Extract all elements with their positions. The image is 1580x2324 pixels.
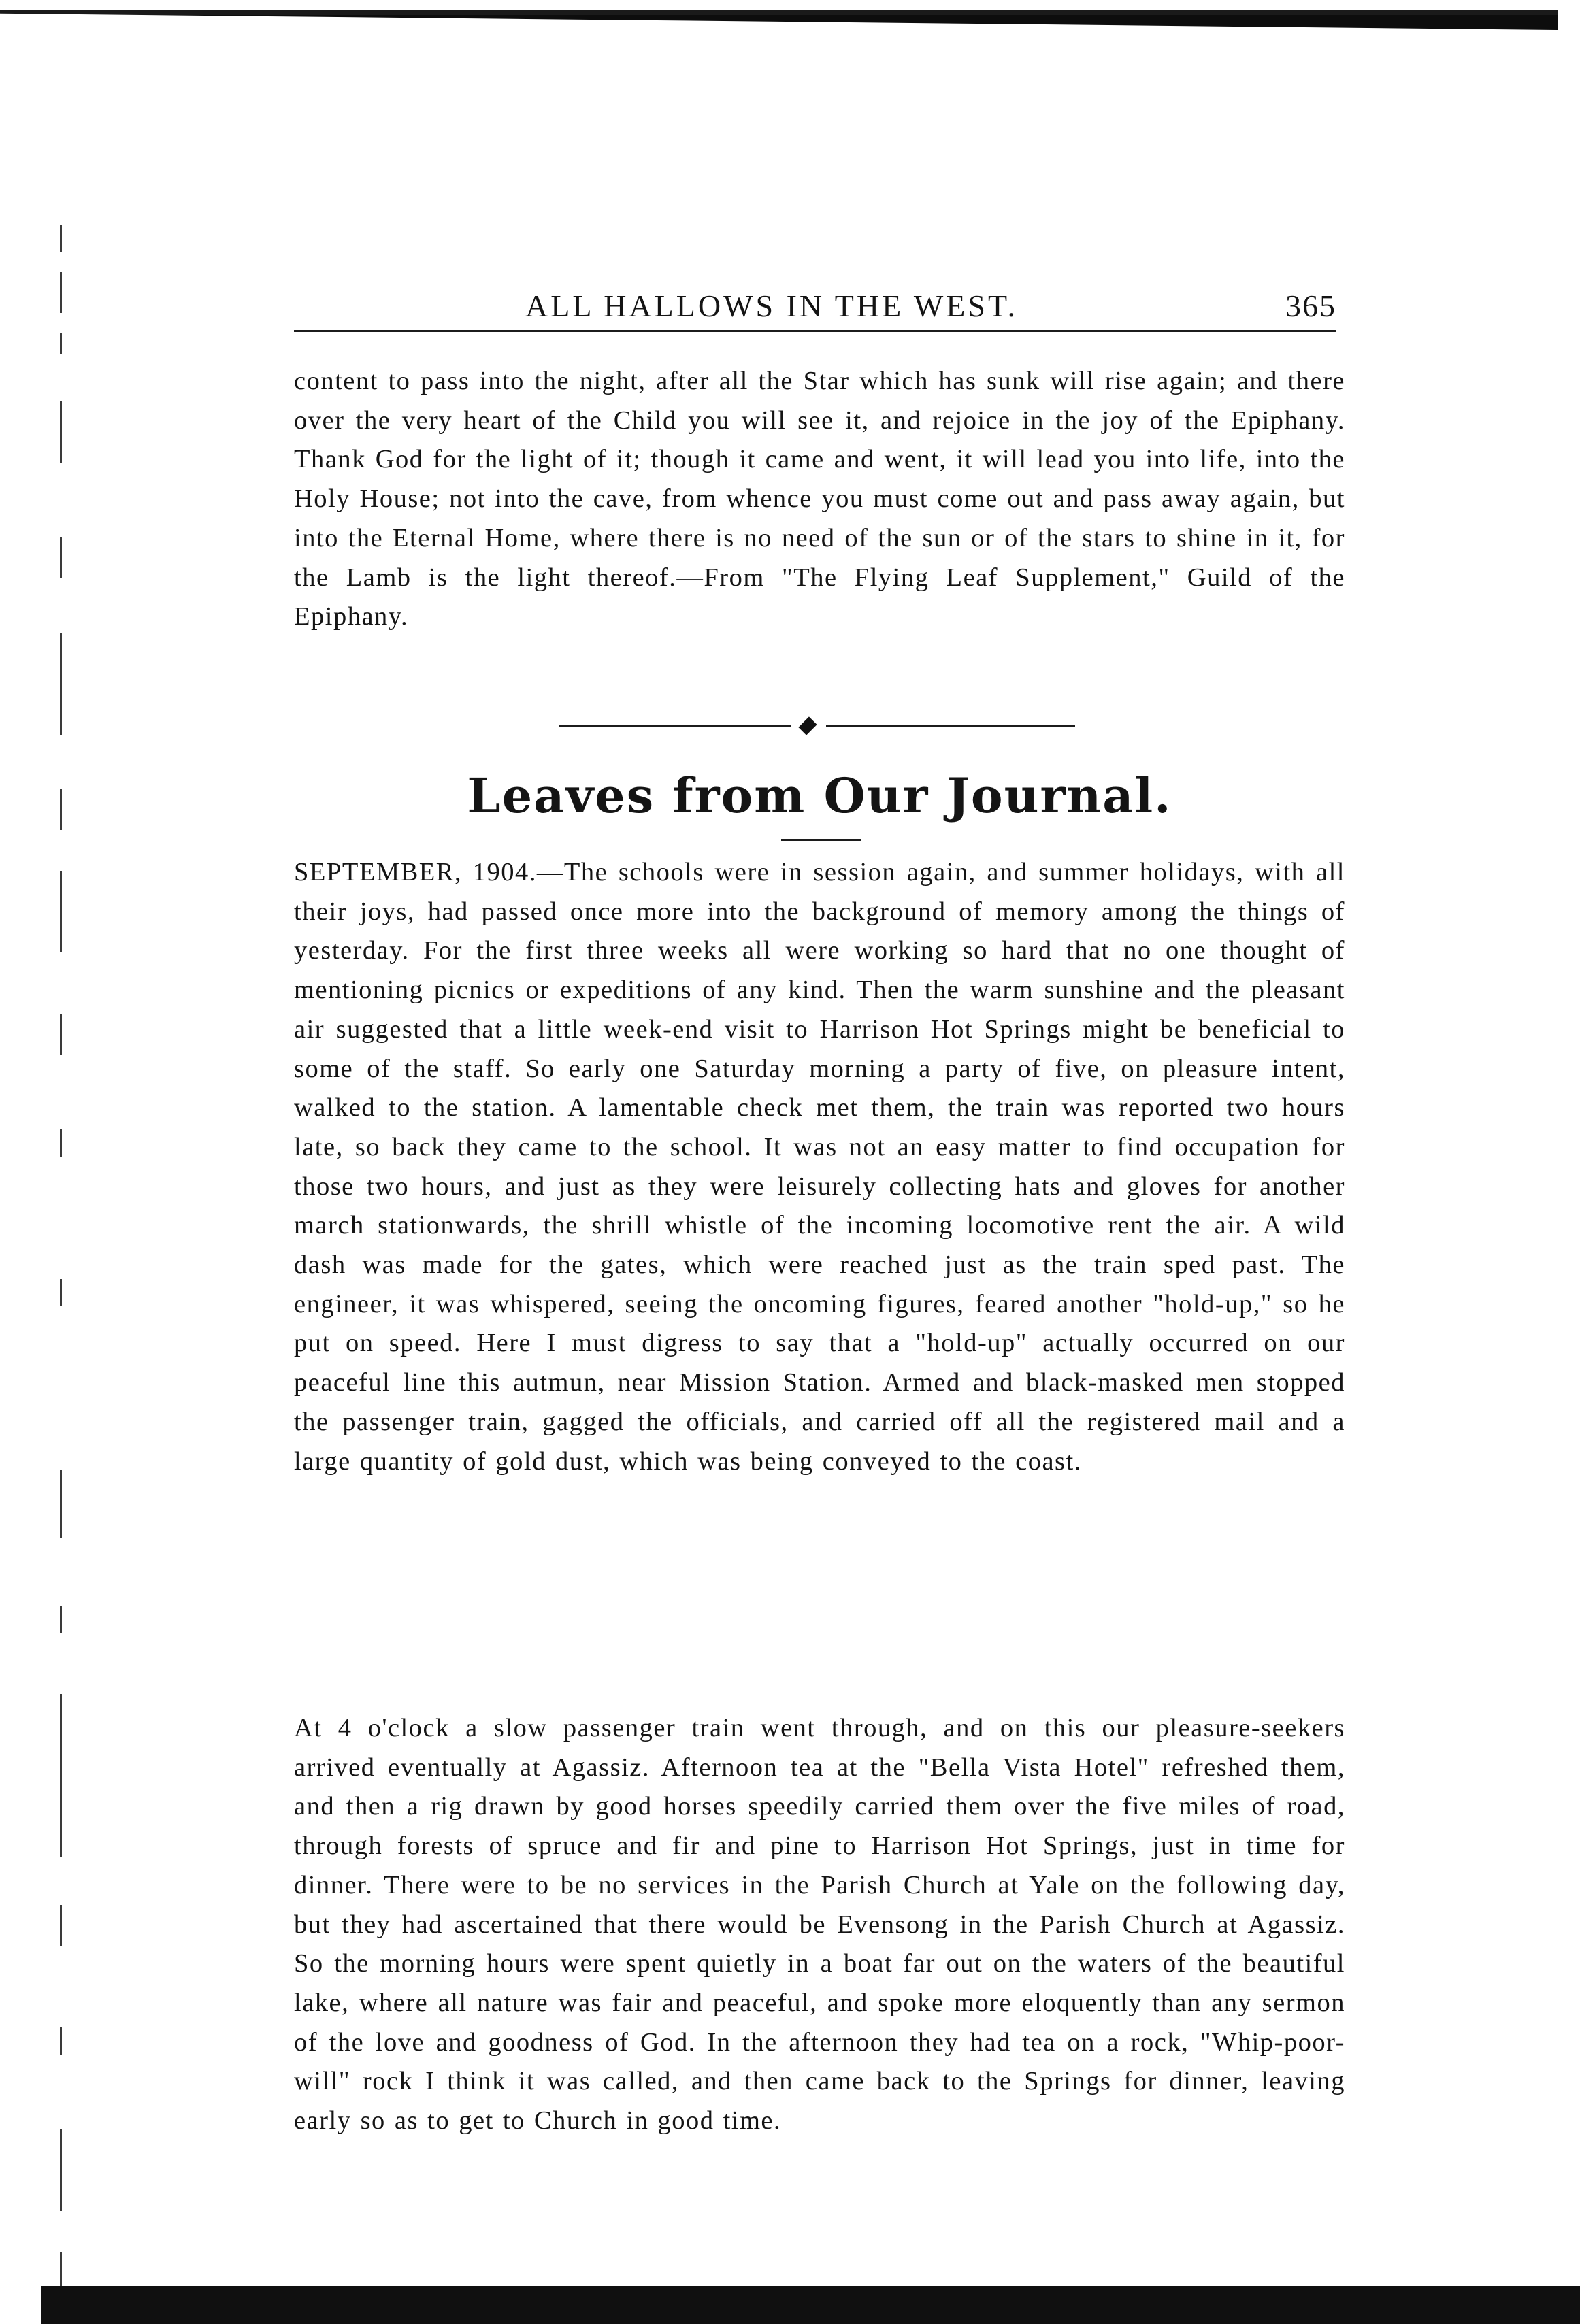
divider-line-left xyxy=(559,725,791,727)
page-number: 365 xyxy=(1285,288,1336,323)
scan-margin-marks xyxy=(60,225,69,2265)
paragraph-september-1904: SEPTEMBER, 1904.—The schools were in session again, and summer holidays, with all their joys, had passed once more into the background of memory among the things of yesterday. For the first three weeks all were working so hard that no one thought of mentioning picnics or expeditions of any kind. Then the warm sunshine and the pleasant air suggested that a little week-end visit to Harrison Hot Springs might be beneficial to some of the staff. So early one Saturday morning a party of five, on pleasure intent, walked to the station. A lamentable check met them, the train was reported two hours late, so back they came to the school. It was not an easy matter to find occupation for those two hours, and just as they were leisurely collecting hats and gloves for another march stationwards, the shrill whistle of the incoming locomotive rent the air. A wild dash was made for the gates, which were reached just as the train sped past. The engineer, it was whispered, seeing the oncoming figures, feared another "hold-up," so he put on speed. Here I must digress to say that a "hold-up" actually occurred on our peaceful line this autmun, near Mission Station. Armed and black-masked men stopped the passenger train, gagged the officials, and carried off all the registered mail and a large quantity of gold dust, which was being conveyed to the coast. xyxy=(294,858,1345,1476)
divider-line-right xyxy=(826,725,1075,727)
scan-edge-top xyxy=(0,0,1558,30)
paragraph-epiphany-conclusion: content to pass into the night, after all the Star which has sunk will rise again; and there over the very heart of the Child you will see it, and rejoice in the joy of the Epiphany. Thank God for the light of it; though it came and went, it will lead you into life, into the Holy House; not into the cave, from whence you must come out and pass away again, but into the Eternal Home, where there is no need of the sun or of the stars to shine in it, for the Lamb is the light thereof.—From "The Flying Leaf Supplement," Guild of the Epiphany. xyxy=(294,367,1345,631)
diamond-ornament-icon xyxy=(798,716,817,735)
scan-edge-bottom xyxy=(41,2286,1580,2324)
section-divider xyxy=(559,717,1075,735)
running-head: ALL HALLOWS IN THE WEST. xyxy=(525,288,1019,323)
paragraph-agassiz-trip: At 4 o'clock a slow passenger train went through, and on this our pleasure-seekers arrived eventually at Agassiz. Afternoon tea at the "Bella Vista Hotel" refreshed them, and then a rig drawn by good horses speedily carried them over the five miles of road, through forests of spruce and fir and pine to Harrison Hot Springs, just in time for dinner. There were to be no services in the Parish Church at Yale on the following day, but they had ascertained that there would be Evensong in the Parish Church at Agassiz. So the morning hours were spent quietly in a boat far out on the waters of the beautiful lake, where all nature was fair and peaceful, and spoke more eloquently than any sermon of the love and goodness of God. In the afternoon they had tea on a rock, "Whip-poor-will" rock I think it was called, and then came back to the Springs for dinner, leaving early so as to get to Church in good time. xyxy=(294,1714,1345,2136)
title-underline xyxy=(781,839,861,841)
page-header xyxy=(294,282,1336,332)
section-title: Leaves from Our Journal. xyxy=(467,767,1172,824)
